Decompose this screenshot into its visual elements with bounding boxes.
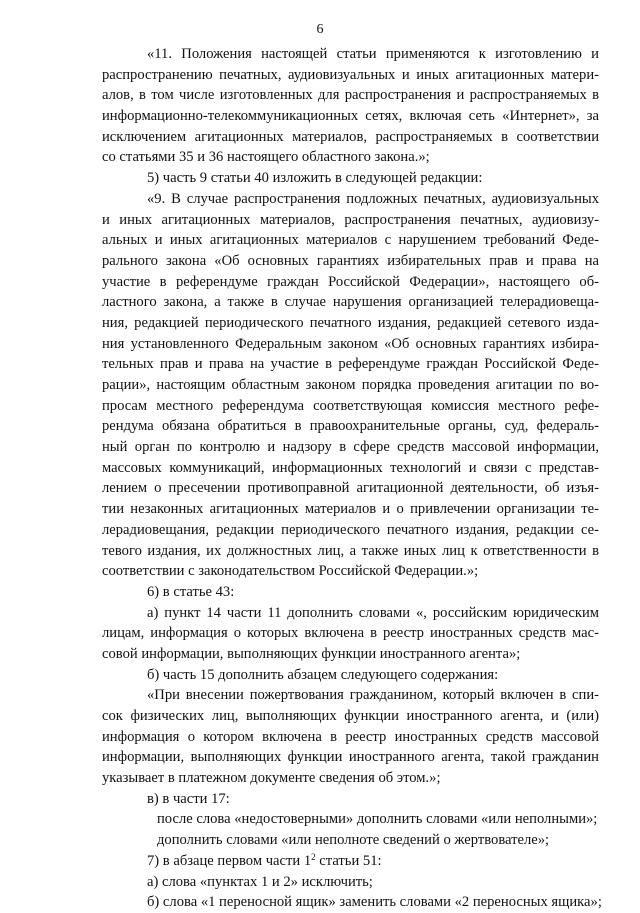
text-line: тевого издания, их должностных лиц, а также иных лиц к ответственности в [102, 542, 599, 559]
text-line: рендума обязана обратиться в правоохранительные органы, суд, федераль- [102, 418, 599, 435]
text-line: альных и иных агитационных материалов с нарушением требований Феде- [102, 232, 599, 249]
text-line: а) пункт 14 части 11 дополнить словами «, российским юридическим [147, 604, 599, 621]
text-line: указывает в платежном документе сведения об этом.»; [102, 770, 441, 787]
text-line: со статьями 35 и 36 настоящего областного закона.»; [102, 149, 430, 166]
text-line: рального закона «Об основных гарантиях избирательных прав и права на [102, 252, 599, 269]
text-line: массовых коммуникаций, информационных технологий и связи с представ- [102, 459, 599, 476]
superscript: 2 [311, 851, 316, 862]
text-line: 5) часть 9 статьи 40 изложить в следующей редакции: [147, 170, 483, 187]
text-line: б) часть 15 дополнить абзацем следующего содержания: [147, 666, 499, 683]
text-line: ния установленного Федеральным законом «Об основных гарантиях избира- [102, 335, 599, 352]
text-line: после слова «недостоверными» дополнить словами «или неполными»; [157, 811, 598, 828]
text-line: тельных прав и права на участие в референдуме граждан Российской Феде- [102, 356, 599, 373]
text-line: алов, в том числе изготовленных для распространения и распространяемых в [102, 87, 599, 104]
text-line: дополнить словами «или неполноте сведений о жертвователе»; [157, 832, 550, 849]
text-line: а) слова «пунктах 1 и 2» исключить; [147, 873, 373, 890]
text-line: ния, редакцией периодического печатного издания, редакцией сетевого изда- [102, 314, 599, 331]
text-line: исключением агитационных материалов, распространяемых в соответствии [102, 128, 599, 145]
text-line: 6) в статье 43: [147, 583, 235, 600]
text-line: лицам, информация о которых включена в реестр иностранных средств мас- [102, 625, 599, 642]
text-line: «11. Положения настоящей статьи применяются к изготовлению и [147, 46, 599, 62]
line-tail: статьи 51: [315, 852, 382, 869]
text-line: «При внесении пожертвования гражданином, который включен в спи- [147, 687, 599, 704]
text-line: совой информации, выполняющих функции иностранного агента»; [102, 645, 521, 662]
text-line: рации», настоящим областным законом порядка проведения агитации по во- [102, 377, 599, 393]
text-line: «9. В случае распространения подложных печатных, аудиовизуальных [147, 190, 599, 207]
text-line: тии незаконных агитационных материалов и о привлечении организации те- [102, 501, 599, 518]
text-line: сок физических лиц, выполняющих функции иностранного агента, и (или) [102, 708, 599, 724]
text-line: информации, выполняющих функции иностранного агента, такой гражданин [102, 749, 599, 766]
text-line: распространению печатных, аудиовизуальных и иных агитационных матери- [102, 66, 599, 83]
text-line: в) в части 17: [147, 790, 230, 807]
text-line: лерадиовещания, редакции периодического печатного издания, редакции се- [102, 521, 599, 538]
text-line: и иных агитационных материалов, распространения печатных, аудиовизу- [102, 211, 599, 228]
text-line-with-superscript [102, 851, 599, 872]
text-line: б) слова «1 переносной ящик» заменить словами «2 переносных ящика»; [147, 894, 602, 911]
text-line: ный орган по контролю и надзору в сфере средств массовой информации, [102, 439, 599, 456]
page-number: 6 [316, 22, 324, 37]
text-line: ластного закона, а также в случае нарушения организацией телерадиовеща- [102, 294, 599, 311]
text-line: информация о котором включена в реестр иностранных средств массовой [102, 728, 599, 745]
text-line: информационно-телекоммуникационных сетях, включая сеть «Интернет», за [102, 108, 599, 125]
text-line: лением о пресечении противоправной агитационной деятельности, об изъя- [102, 480, 599, 497]
document-body [102, 44, 602, 913]
text-line: участие в референдуме граждан Российской Федерации», настоящего об- [102, 273, 599, 290]
text-line: соответствии с законодательством Российской Федерации.»; [102, 563, 479, 580]
line-text: 7) в абзаце первом части 1 [147, 852, 312, 869]
text-line: просам местного референдума соответствующая комиссия местного рефе- [102, 397, 599, 414]
